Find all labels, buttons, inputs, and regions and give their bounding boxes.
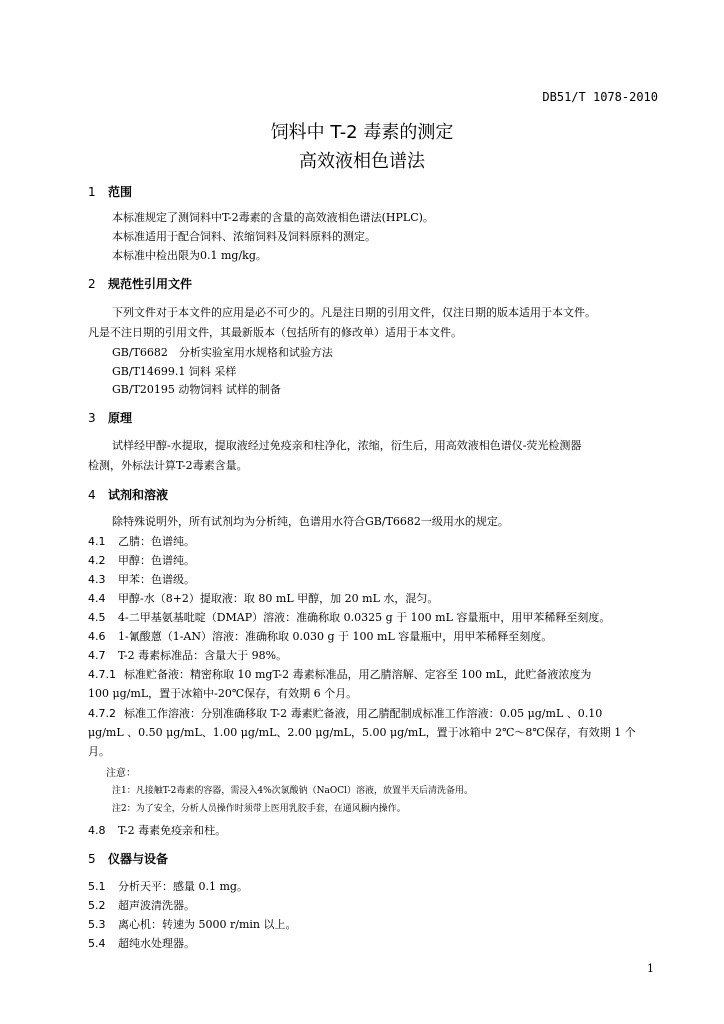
- reference-item: GB/T6682 分析实验室用水规格和试验方法: [112, 346, 333, 359]
- item-number: 4.4: [88, 592, 106, 605]
- item-number: 4.2: [88, 554, 106, 567]
- item-text: 标准贮备液：精密称取 10 mgT-2 毒素标准品，用乙腈溶解、定容至 100 mL，此贮备液浓度为: [124, 668, 592, 681]
- item-number: 5.4: [88, 937, 106, 950]
- section-number: 5: [88, 852, 96, 866]
- item-continuation: μg/mL 、0.50 μg/mL、1.00 μg/mL、2.00 μg/mL，5.00 μg/mL，置于冰箱中 2℃～8℃保存，有效期 1 个: [88, 726, 636, 739]
- list-item: [88, 916, 296, 932]
- document-title: 饲料中 T-2 毒素的测定: [270, 122, 454, 143]
- section-number: 3: [88, 411, 96, 425]
- section-number: 2: [88, 277, 96, 291]
- item-text: T-2 毒素标准品：含量大于 98%。: [118, 649, 288, 662]
- item-continuation: 月。: [88, 745, 110, 758]
- paragraph: 除特殊说明外，所有试剂均为分析纯，色谱用水符合GB/T6682一级用水的规定。: [112, 515, 509, 528]
- item-number: 4.3: [88, 573, 106, 586]
- paragraph: 下列文件对于本文件的应用是必不可少的。凡是注日期的引用文件，仅注日期的版本适用于本文件。: [112, 306, 596, 319]
- section-number: 1: [88, 185, 96, 199]
- list-item: [88, 935, 195, 951]
- item-number: 4.7.2: [88, 707, 116, 720]
- section-5-heading: [88, 850, 168, 867]
- item-number: 5.1: [88, 880, 106, 893]
- item-number: 5.3: [88, 918, 106, 931]
- item-number: 4.7.1: [88, 668, 116, 681]
- item-number: 4.8: [88, 824, 106, 837]
- section-number: 4: [88, 488, 96, 502]
- item-number: 4.6: [88, 630, 106, 643]
- section-1-heading: [88, 183, 132, 200]
- item-continuation: 100 μg/mL，置于冰箱中-20℃保存，有效期 6 个月。: [88, 687, 358, 700]
- item-text: 乙腈：色谱纯。: [118, 535, 195, 548]
- item-number: 5.2: [88, 899, 106, 912]
- item-text: 4-二甲基氨基吡啶（DMAP）溶液：准确称取 0.0325 g 于 100 mL 容量瓶中，用甲苯稀释至刻度。: [118, 611, 611, 624]
- paragraph-continuation: 检测，外标法计算T-2毒素含量。: [88, 459, 248, 472]
- item-text: 甲醇-水（8+2）提取液：取 80 mL 甲醇，加 20 mL 水，混匀。: [118, 592, 439, 605]
- list-item: [88, 571, 195, 587]
- paragraph: 试样经甲醇-水提取，提取液经过免疫亲和柱净化，浓缩，衍生后，用高效液相色谱仪-荧光检测器: [112, 439, 582, 452]
- list-item: [88, 666, 591, 682]
- note-heading: 注意：: [106, 768, 136, 779]
- note-item: 注1：凡接触T-2毒素的容器，需浸入4%次氯酸钠（NaOCl）溶液，放置半天后清洗备用。: [112, 786, 473, 796]
- list-item: [88, 628, 552, 644]
- document-subtitle: 高效液相色谱法: [299, 151, 425, 172]
- list-item: [88, 590, 438, 606]
- reference-item: GB/T14699.1 饲料 采样: [112, 365, 237, 378]
- paragraph: 本标准适用于配合饲料、浓缩饲料及饲料原料的测定。: [112, 230, 376, 243]
- item-text: 甲苯：色谱级。: [118, 573, 195, 586]
- item-text: T-2 毒素免疫亲和柱。: [118, 824, 227, 837]
- list-item: [88, 552, 195, 568]
- list-item: [88, 533, 195, 549]
- section-title: 规范性引用文件: [108, 277, 193, 291]
- item-number: 4.1: [88, 535, 106, 548]
- section-title: 范围: [108, 185, 133, 199]
- paragraph: 本标准中检出限为0.1 mg/kg。: [112, 249, 267, 262]
- reference-item: GB/T20195 动物饲料 试样的制备: [112, 383, 281, 396]
- item-text: 标准工作溶液：分别准确移取 T-2 毒素贮备液，用乙腈配制成标准工作溶液：0.05 μg/mL 、0.10: [124, 707, 603, 720]
- item-text: 超纯水处理器。: [118, 937, 195, 950]
- note-item: 注2：为了安全，分析人员操作时须带上医用乳胶手套，在通风橱内操作。: [112, 804, 406, 814]
- section-3-heading: [88, 409, 132, 426]
- item-text: 分析天平：感量 0.1 mg。: [118, 880, 248, 893]
- section-title: 原理: [108, 411, 133, 425]
- item-text: 离心机：转速为 5000 r/min 以上。: [118, 918, 297, 931]
- list-item: [88, 897, 195, 913]
- list-item: [88, 609, 610, 625]
- section-4-heading: [88, 486, 168, 503]
- item-text: 超声波清洗器。: [118, 899, 195, 912]
- page-number: 1: [647, 962, 654, 975]
- paragraph-continuation: 凡是不注日期的引用文件，其最新版本（包括所有的修改单）适用于本文件。: [88, 326, 462, 339]
- list-item: [88, 647, 287, 663]
- item-text: 甲醇：色谱纯。: [118, 554, 195, 567]
- standard-code: DB51/T 1078-2010: [542, 90, 658, 104]
- item-number: 4.7: [88, 649, 106, 662]
- item-text: 1-氰酸蒽（1-AN）溶液：准确称取 0.030 g 于 100 mL 容量瓶中，用甲苯稀释至刻度。: [118, 630, 553, 643]
- item-number: 4.5: [88, 611, 106, 624]
- list-item: [88, 878, 248, 894]
- section-title: 试剂和溶液: [108, 488, 169, 502]
- list-item: [88, 822, 226, 838]
- paragraph: 本标准规定了测饲料中T-2毒素的含量的高效液相色谱法(HPLC)。: [112, 211, 434, 224]
- list-item: [88, 705, 602, 721]
- section-2-heading: [88, 275, 192, 292]
- section-title: 仪器与设备: [108, 852, 169, 866]
